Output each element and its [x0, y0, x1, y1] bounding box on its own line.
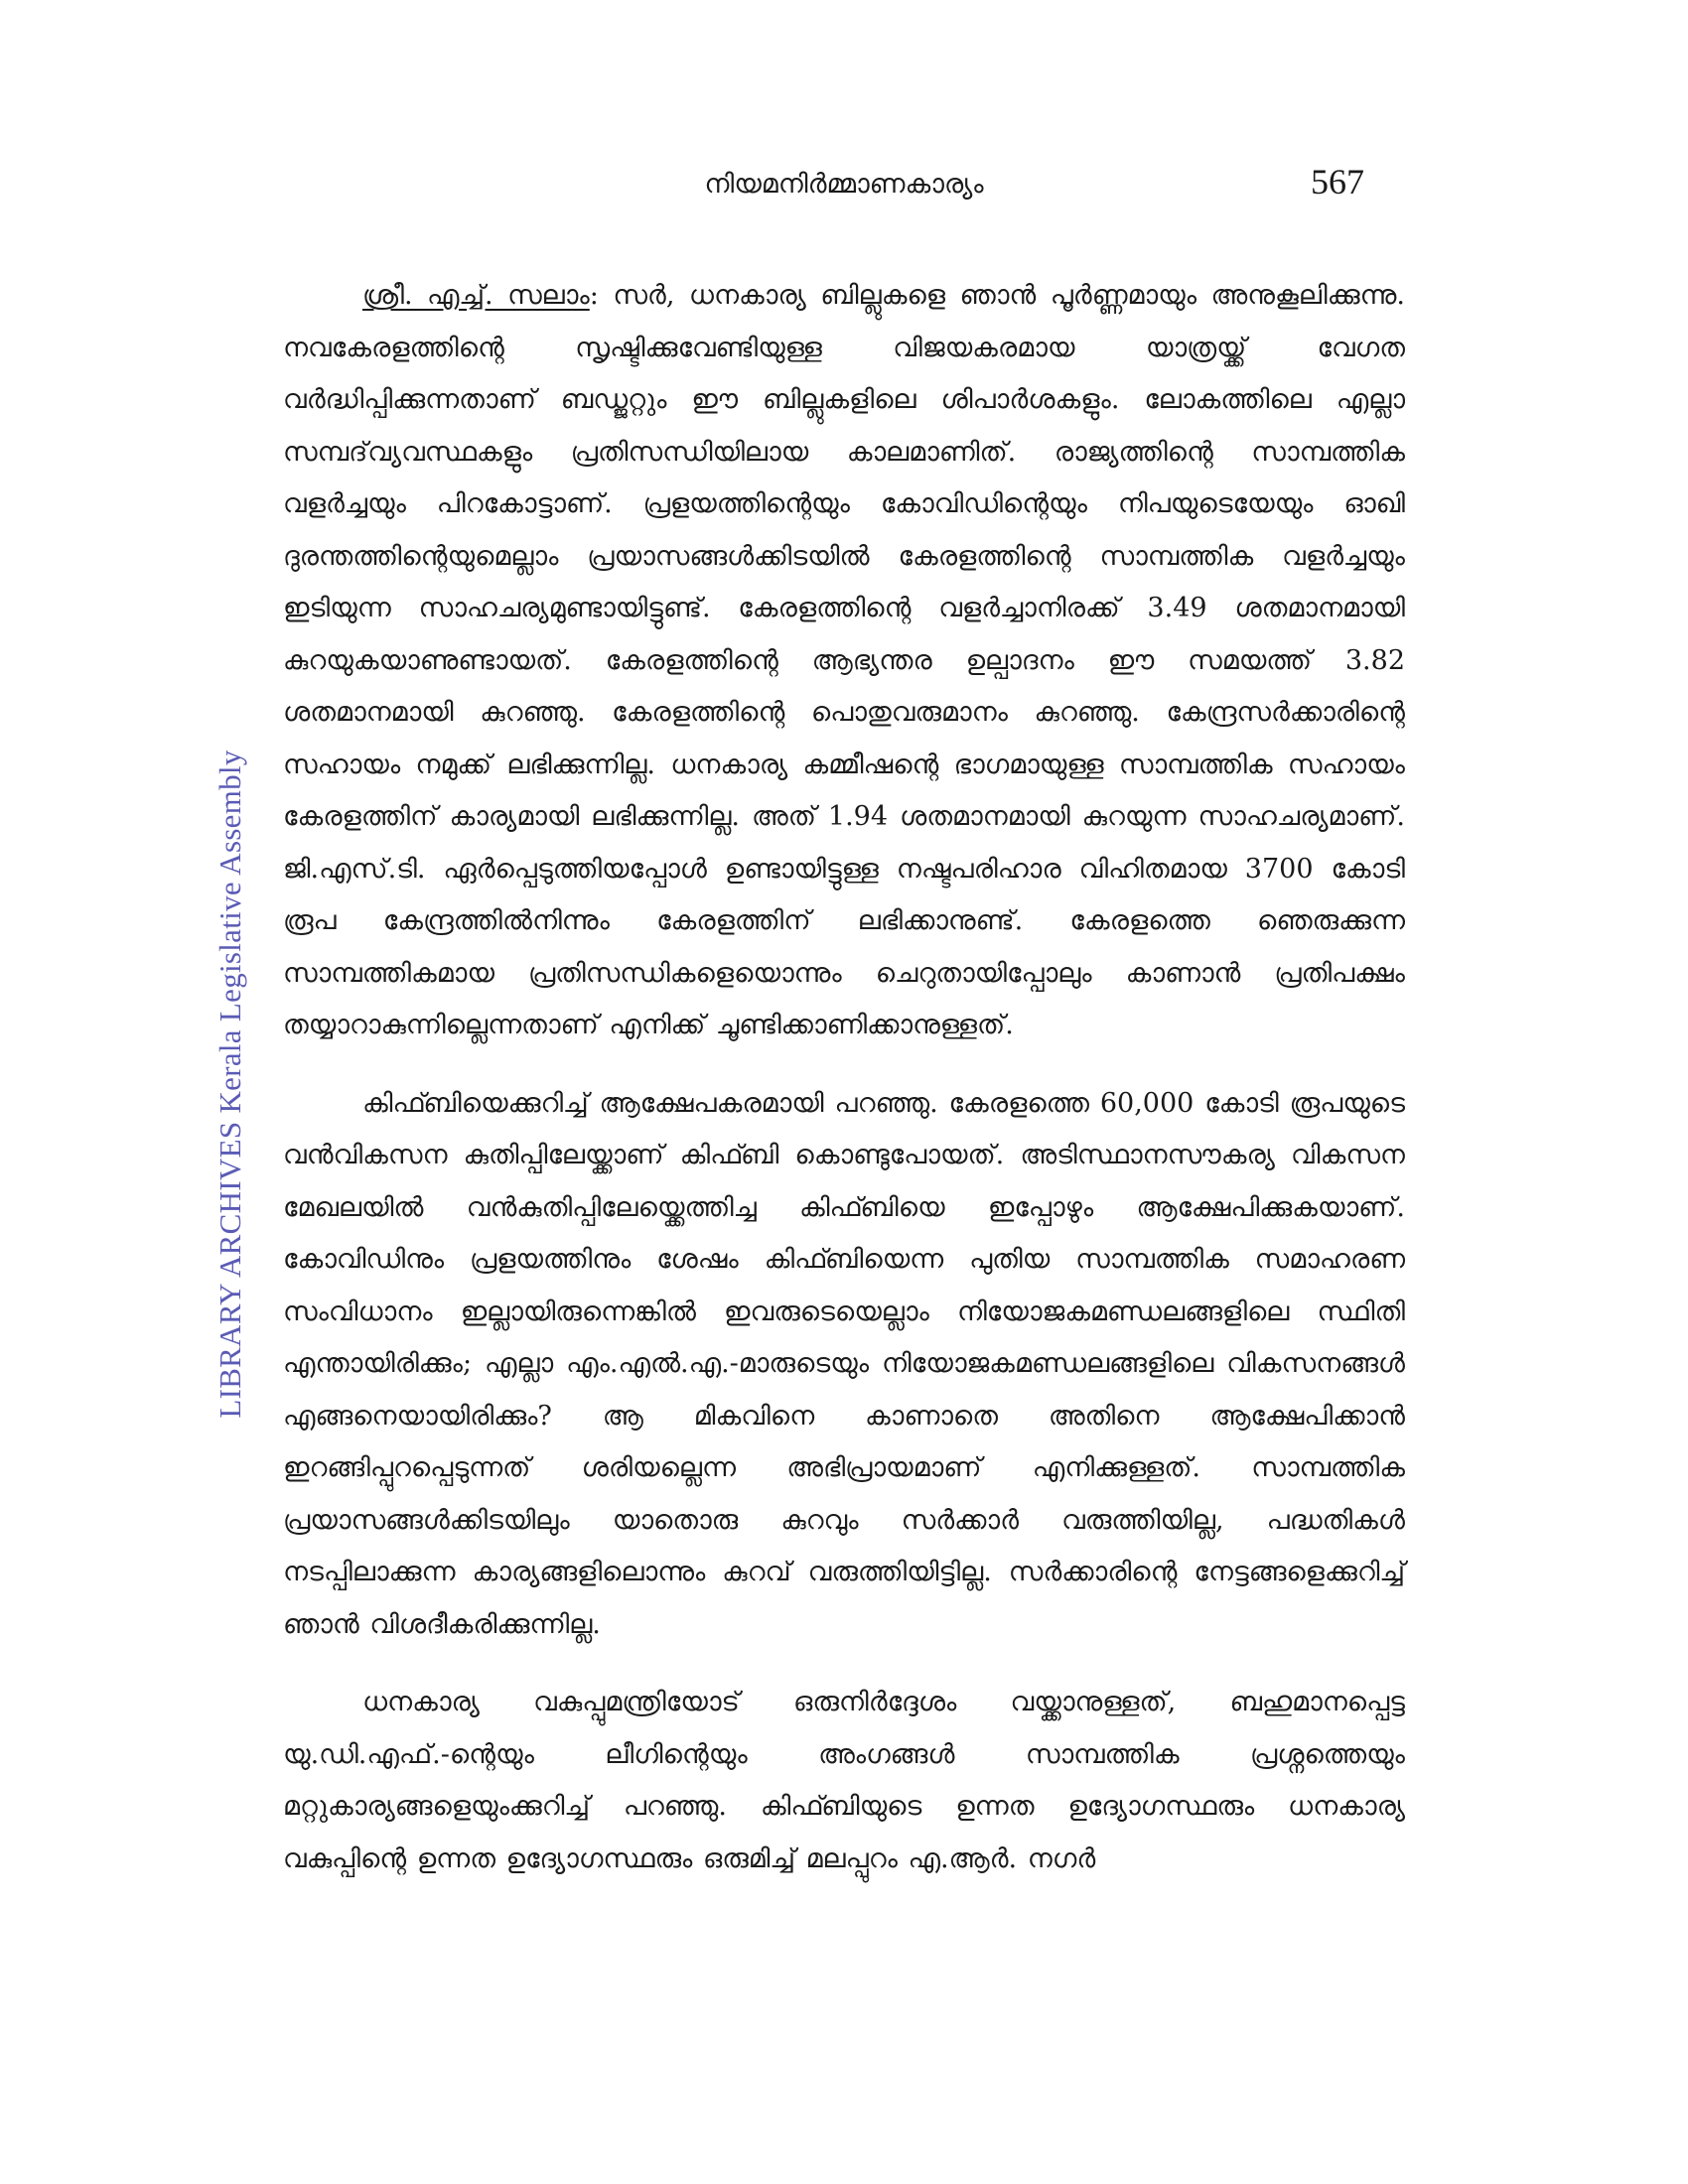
page-number: 567 — [1311, 162, 1364, 202]
document-body — [283, 270, 1405, 1885]
running-header-title: നിയമനിർമ്മാണകാര്യം — [704, 169, 984, 200]
paragraph-2: കിഫ്ബിയെക്കുറിച്ച് ആക്ഷേപകരമായി പറഞ്ഞു. കേരളത്തെ 60,000 കോടി രൂപയുടെ വൻവികസന കുതിപ്പിലേയ്ക്കാണ് കിഫ്ബി കൊണ്ടുപോയത്. അടിസ്ഥാനസൗകര്യ വികസന മേഖലയിൽ വൻകുതിപ്പിലേയ്ക്കെത്തിച്ച കിഫ്ബിയെ ഇപ്പോഴും ആക്ഷേപിക്കുകയാണ്. കോവിഡിനും പ്രളയത്തിനും ശേഷം കിഫ്ബിയെന്ന പുതിയ സാമ്പത്തിക സമാഹരണ സംവിധാനം ഇല്ലായിരുന്നെങ്കിൽ ഇവരുടെയെല്ലാം നിയോജകമണ്ഡലങ്ങളിലെ സ്ഥിതി എന്തായിരിക്കും; എല്ലാ എം.എൽ.എ.-മാരുടെയും നിയോജകമണ്ഡലങ്ങളിലെ വികസനങ്ങൾ എങ്ങനെയായിരിക്കും? ആ മികവിനെ കാണാതെ അതിനെ ആക്ഷേപിക്കാൻ ഇറങ്ങിപ്പുറപ്പെടുന്നത് ശരിയല്ലെന്ന അഭിപ്രായമാണ് എനിക്കുള്ളത്. സാമ്പത്തിക പ്രയാസങ്ങൾക്കിടയിലും യാതൊരു കുറവും സർക്കാർ വരുത്തിയില്ല, പദ്ധതികൾ നടപ്പിലാക്കുന്ന കാര്യങ്ങളിലൊന്നും കുറവ് വരുത്തിയിട്ടില്ല. സർക്കാരിന്റെ നേട്ടങ്ങളെക്കുറിച്ച് ഞാൻ വിശദീകരിക്കുന്നില്ല. — [283, 1087, 1405, 1640]
speaker-name: ശ്രീ. എച്ച്. സലാം — [362, 280, 590, 311]
paragraph-1-text: : സർ, ധനകാര്യ ബില്ലുകളെ ഞാൻ പൂർണ്ണമായും അനുകൂലിക്കുന്നു. നവകേരളത്തിന്റെ സൃഷ്ടിക്കുവേണ്ടിയുള്ള വിജയകരമായ യാത്രയ്ക്ക് വേഗത വർദ്ധിപ്പിക്കുന്നതാണ് ബഡ്ജറ്റും ഈ ബില്ലുകളിലെ ശിപാർശകളും. ലോകത്തിലെ എല്ലാ സമ്പദ്‌വ്യവസ്ഥകളും പ്രതിസന്ധിയിലായ കാലമാണിത്. രാജ്യത്തിന്റെ സാമ്പത്തിക വളർച്ചയും പിറകോട്ടാണ്. പ്രളയത്തിന്റെയും കോവിഡിന്റെയും നിപയുടെയേയും ഓഖി ദുരന്തത്തിന്റെയുമെല്ലാം പ്രയാസങ്ങൾക്കിടയിൽ കേരളത്തിന്റെ സാമ്പത്തിക വളർച്ചയും ഇടിയുന്ന സാഹചര്യമുണ്ടായിട്ടുണ്ട്. കേരളത്തിന്റെ വളർച്ചാനിരക്ക് 3.49 ശതമാനമായി കുറയുകയാണുണ്ടായത്. കേരളത്തിന്റെ ആഭ്യന്തര ഉല്പാദനം ഈ സമയത്ത് 3.82 ശതമാനമായി കുറഞ്ഞു. കേരളത്തിന്റെ പൊതുവരുമാനം കുറഞ്ഞു. കേന്ദ്രസർക്കാരിന്റെ സഹായം നമുക്ക് ലഭിക്കുന്നില്ല. ധനകാര്യ കമ്മീഷന്റെ ഭാഗമായുള്ള സാമ്പത്തിക സഹായം കേരളത്തിന് കാര്യമായി ലഭിക്കുന്നില്ല. അത് 1.94 ശതമാനമായി കുറയുന്ന സാഹചര്യമാണ്. ജി.എസ്.ടി. ഏർപ്പെടുത്തിയപ്പോൾ ഉണ്ടായിട്ടുള്ള നഷ്ടപരിഹാര വിഹിതമായ 3700 കോടി രൂപ കേന്ദ്രത്തിൽനിന്നും കേരളത്തിന് ലഭിക്കാനുണ്ട്. കേരളത്തെ ഞെരുക്കുന്ന സാമ്പത്തികമായ പ്രതിസന്ധികളെയൊന്നും ചെറുതായിപ്പോലും കാണാൻ പ്രതിപക്ഷം തയ്യാറാകുന്നില്ലെന്നതാണ് എനിക്ക് ചൂണ്ടിക്കാണിക്കാനുള്ളത്. — [283, 280, 1405, 1040]
paragraph-3: ധനകാര്യ വകുപ്പുമന്ത്രിയോട് ഒരുനിർദ്ദേശം വയ്ക്കാനുള്ളത്, ബഹുമാനപ്പെട്ട യു.ഡി.എഫ്.-ന്റെയും ലീഗിന്റെയും അംഗങ്ങൾ സാമ്പത്തിക പ്രശ്നത്തെയും മറ്റുകാര്യങ്ങളെയുംക്കുറിച്ച് പറഞ്ഞു. കിഫ്ബിയുടെ ഉന്നത ഉദ്യോഗസ്ഥരും ധനകാര്യ വകുപ്പിന്റെ ഉന്നത ഉദ്യോഗസ്ഥരും ഒരുമിച്ച് മലപ്പുറം എ.ആർ. നഗർ — [283, 1687, 1405, 1874]
paragraph-1 — [283, 270, 1405, 1052]
library-archives-watermark: LIBRARY ARCHIVES Kerala Legislative Assembly — [212, 750, 247, 1419]
